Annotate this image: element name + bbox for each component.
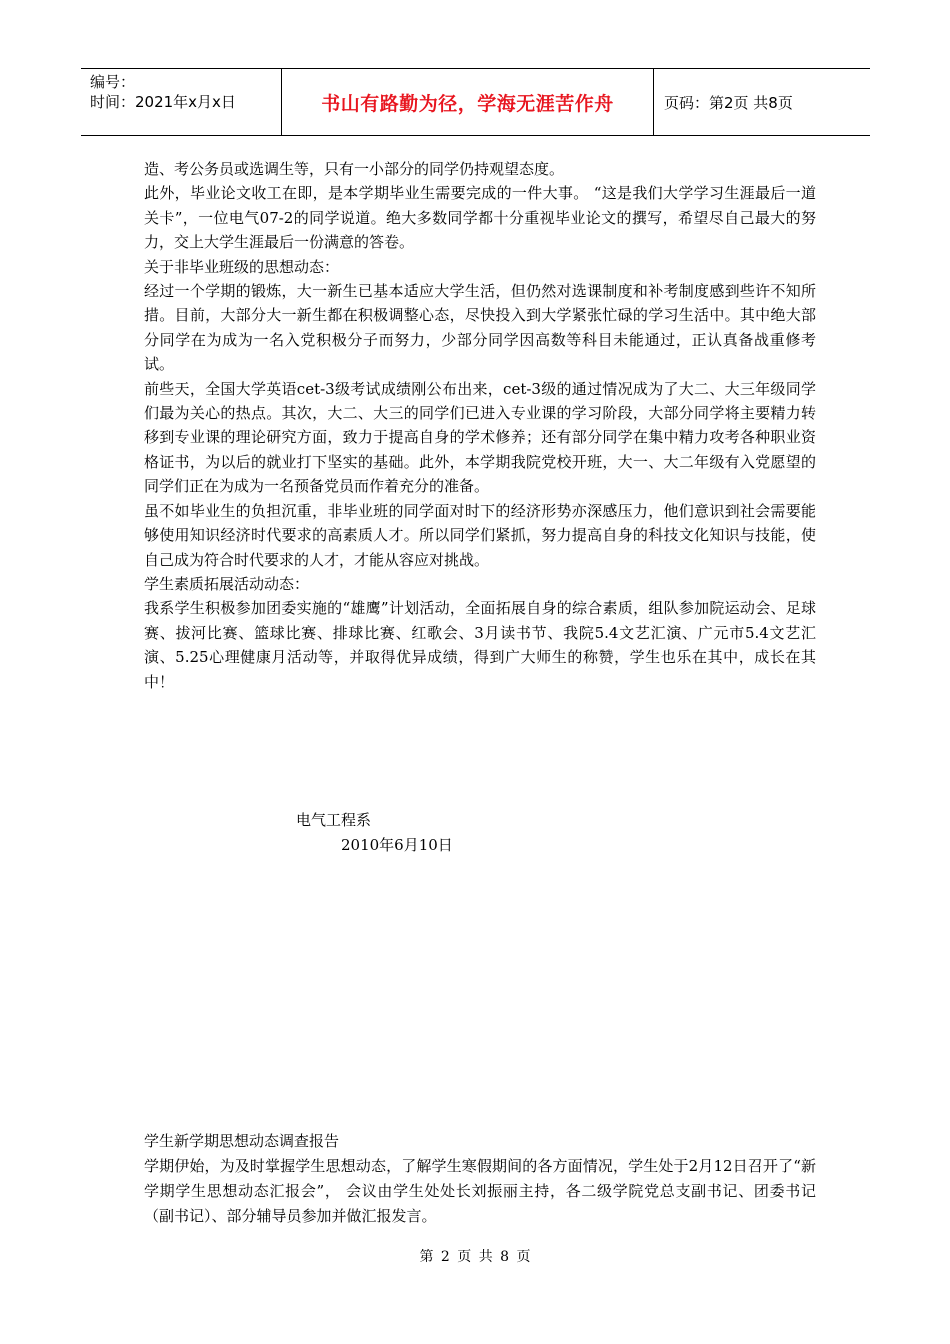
paragraph: 我系学生积极参加团委实施的“雄鹰”计划活动，全面拓展自身的综合素质，组队参加院运动会、足球赛、拔河比赛、篮球比赛、排球比赛、红歌会、3月读书节、我院5.4文艺汇演、广元市5.4文艺汇演、5.25心理健康月活动等，并取得优异成绩，得到广大师生的称赞，学生也乐在其中，成长在其中！	[144, 599, 816, 691]
paragraph: 此外，毕业论文收工在即，是本学期毕业生需要完成的一件大事。 “这是我们大学学习生涯最后一道关卡”，一位电气07-2的同学说道。绝大多数同学都十分重视毕业论文的撰写，希望尽自己最大的努力，交上大学生涯最后一份满意的答卷。	[144, 184, 816, 252]
paragraph: 造、考公务员或选调生等，只有一小部分的同学仍持观望态度。	[144, 160, 565, 178]
header-motto: 书山有路勤为径，学海无涯苦作舟	[282, 69, 654, 135]
document-time-label: 时间：2021年x月x日	[90, 93, 236, 111]
paragraph: 前些天，全国大学英语cet-3级考试成绩刚公布出来，cet-3级的通过情况成为了大二、大三年级同学们最为关心的热点。其次，大二、大三的同学们已进入专业课的学习阶段，大部分同学将主要精力转移到专业课的理论研究方面，致力于提高自身的学术修养；还有部分同学在集中精力攻考各种职业资格证书，为以后的就业打下坚实的基础。此外，本学期我院党校开班，大一、大二年级有入党愿望的同学们正在为成为一名预备党员而作着充分的准备。	[144, 379, 816, 496]
header-meta	[81, 69, 282, 135]
paragraph: 虽不如毕业生的负担沉重，非毕业班的同学面对时下的经济形势亦深感压力，他们意识到社会需要能够使用知识经济时代要求的高素质人才。所以同学们紧抓，努力提高自身的科技文化知识与技能，使自己成为符合时代要求的人才，才能从容应对挑战。	[144, 501, 816, 569]
document-number-label: 编号：	[90, 73, 136, 91]
report-body: 学期伊始，为及时掌握学生思想动态，了解学生寒假期间的各方面情况，学生处于2月12日召开了“新学期学生思想动态汇报会”， 会议由学生处处长刘振丽主持，各二级学院党总支副书记、团委书记（副书记）、部分辅导员参加并做汇报发言。	[144, 1157, 816, 1225]
signature-block	[296, 808, 453, 857]
document-body	[144, 157, 816, 694]
report-title: 学生新学期思想动态调查报告	[144, 1132, 340, 1150]
page-footer: 第 2 页 共 8 页	[419, 1249, 531, 1265]
section-heading: 关于非毕业班级的思想动态：	[144, 257, 340, 276]
signature-department: 电气工程系	[296, 811, 372, 829]
report-section	[144, 1129, 816, 1229]
section-heading: 学生素质拓展活动动态：	[144, 574, 310, 593]
page-header	[81, 68, 870, 136]
paragraph: 经过一个学期的锻炼，大一新生已基本适应大学生活，但仍然对选课制度和补考制度感到些许不知所措。目前，大部分大一新生都在积极调整心态，尽快投入到大学紧张忙碌的学习生活中。其中绝大部分同学在为成为一名入党积极分子而努力，少部分同学因高数等科目未能通过，正认真备战重修考试。	[144, 282, 816, 374]
header-page-label: 页码：第2页 共8页	[664, 93, 793, 112]
signature-date: 2010年6月10日	[341, 835, 453, 854]
